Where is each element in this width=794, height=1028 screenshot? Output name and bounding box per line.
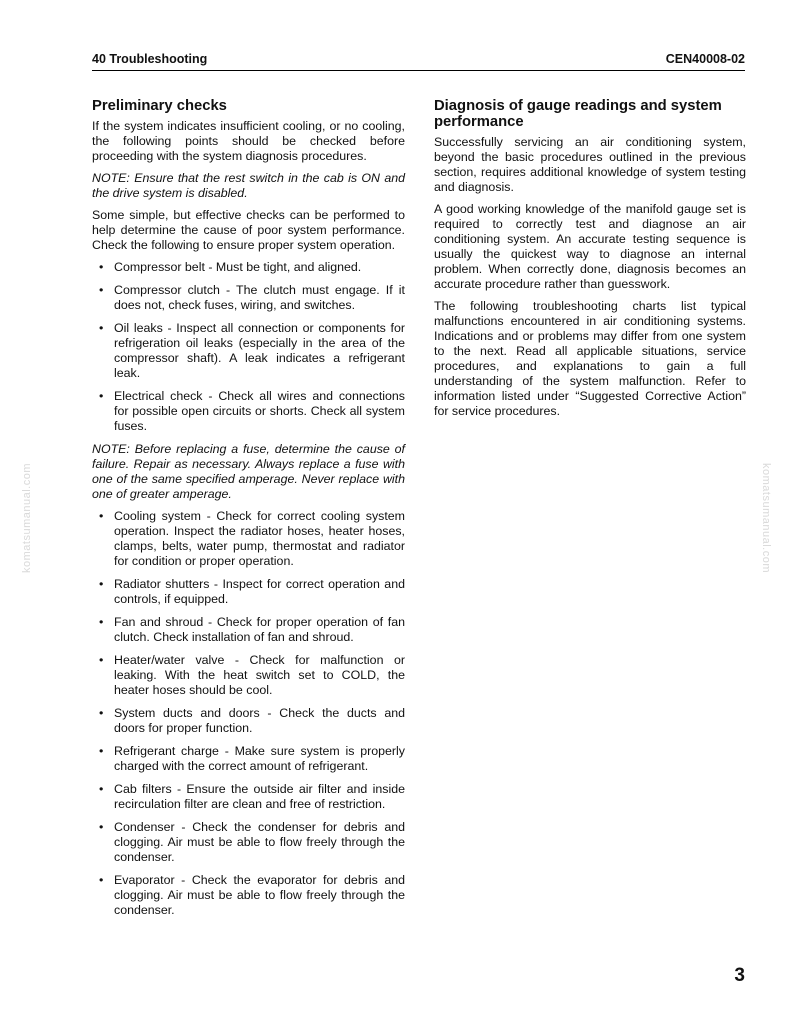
list-item: • Fan and shroud - Check for proper operation of fan clutch. Check installation of fan and shroud. (92, 615, 405, 645)
right-column (434, 98, 746, 426)
note: NOTE: Before replacing a fuse, determine the cause of failure. Repair as necessary. Always replace a fuse with one of the same specified amperage. Never replace with one of greater amperage. (92, 442, 405, 501)
checklist (92, 509, 405, 918)
checklist (92, 260, 405, 434)
paragraph: Some simple, but effective checks can be performed to help determine the cause of poor system performance. Check the following to ensure proper system operation. (92, 208, 405, 252)
list-item: • Compressor belt - Must be tight, and aligned. (92, 260, 405, 275)
list-item: • Refrigerant charge - Make sure system is properly charged with the correct amount of refrigerant. (92, 744, 405, 774)
list-item: • Evaporator - Check the evaporator for debris and clogging. Air must be able to flow freely through the condenser. (92, 873, 405, 918)
diagnosis-heading: Diagnosis of gauge readings and system performance (434, 98, 722, 130)
list-item: • Cab filters - Ensure the outside air filter and inside recirculation filter are clean and free of restriction. (92, 782, 405, 812)
left-column (92, 98, 405, 926)
paragraph: Successfully servicing an air conditioning system, beyond the basic procedures outlined in the previous section, requires additional knowledge of system testing and diagnosis. (434, 135, 746, 194)
watermark-left: komatsumanual.com (21, 463, 33, 573)
header-rule (92, 70, 745, 71)
list-item: • Heater/water valve - Check for malfunction or leaking. With the heat switch set to COLD, the heater hoses should be cool. (92, 653, 405, 698)
watermark-right: komatsumanual.com (760, 463, 772, 573)
paragraph: The following troubleshooting charts list typical malfunctions encountered in air conditioning systems. Indications and or problems may differ from one system to the next. Read all applicable situations, service procedures, and explanations to gain a full understanding of the system malfunction. Refer to information listed under “Suggested Corrective Action” for service procedures. (434, 299, 746, 418)
page-number: 3 (734, 965, 745, 986)
preliminary-checks-heading: Preliminary checks (92, 98, 227, 114)
list-item: • Electrical check - Check all wires and connections for possible open circuits or shorts. Check all system fuses. (92, 389, 405, 434)
section-title: 40 Troubleshooting (92, 52, 208, 66)
paragraph: If the system indicates insufficient cooling, or no cooling, the following points should be checked before proceeding with the system diagnosis procedures. (92, 119, 405, 163)
document-code: CEN40008-02 (665, 52, 745, 66)
list-item: • Oil leaks - Inspect all connection or components for refrigeration oil leaks (especially in the area of the compressor shaft). A leak indicates a refrigerant leak. (92, 321, 405, 381)
paragraph: A good working knowledge of the manifold gauge set is required to correctly test and diagnose an air conditioning system. An accurate testing sequence is usually the quickest way to diagnose an internal problem. When correctly done, diagnosis becomes an accurate procedure rather than guesswork. (434, 202, 746, 291)
note: NOTE: Ensure that the rest switch in the cab is ON and the drive system is disabled. (92, 171, 405, 200)
list-item: • Cooling system - Check for correct cooling system operation. Inspect the radiator hoses, heater hoses, clamps, belts, water pump, thermostat and radiator for condition or proper operation. (92, 509, 405, 569)
page-header (92, 52, 745, 66)
list-item: • Compressor clutch - The clutch must engage. If it does not, check fuses, wiring, and switches. (92, 283, 405, 313)
list-item: • Radiator shutters - Inspect for correct operation and controls, if equipped. (92, 577, 405, 607)
list-item: • System ducts and doors - Check the ducts and doors for proper function. (92, 706, 405, 736)
list-item: • Condenser - Check the condenser for debris and clogging. Air must be able to flow freely through the condenser. (92, 820, 405, 865)
